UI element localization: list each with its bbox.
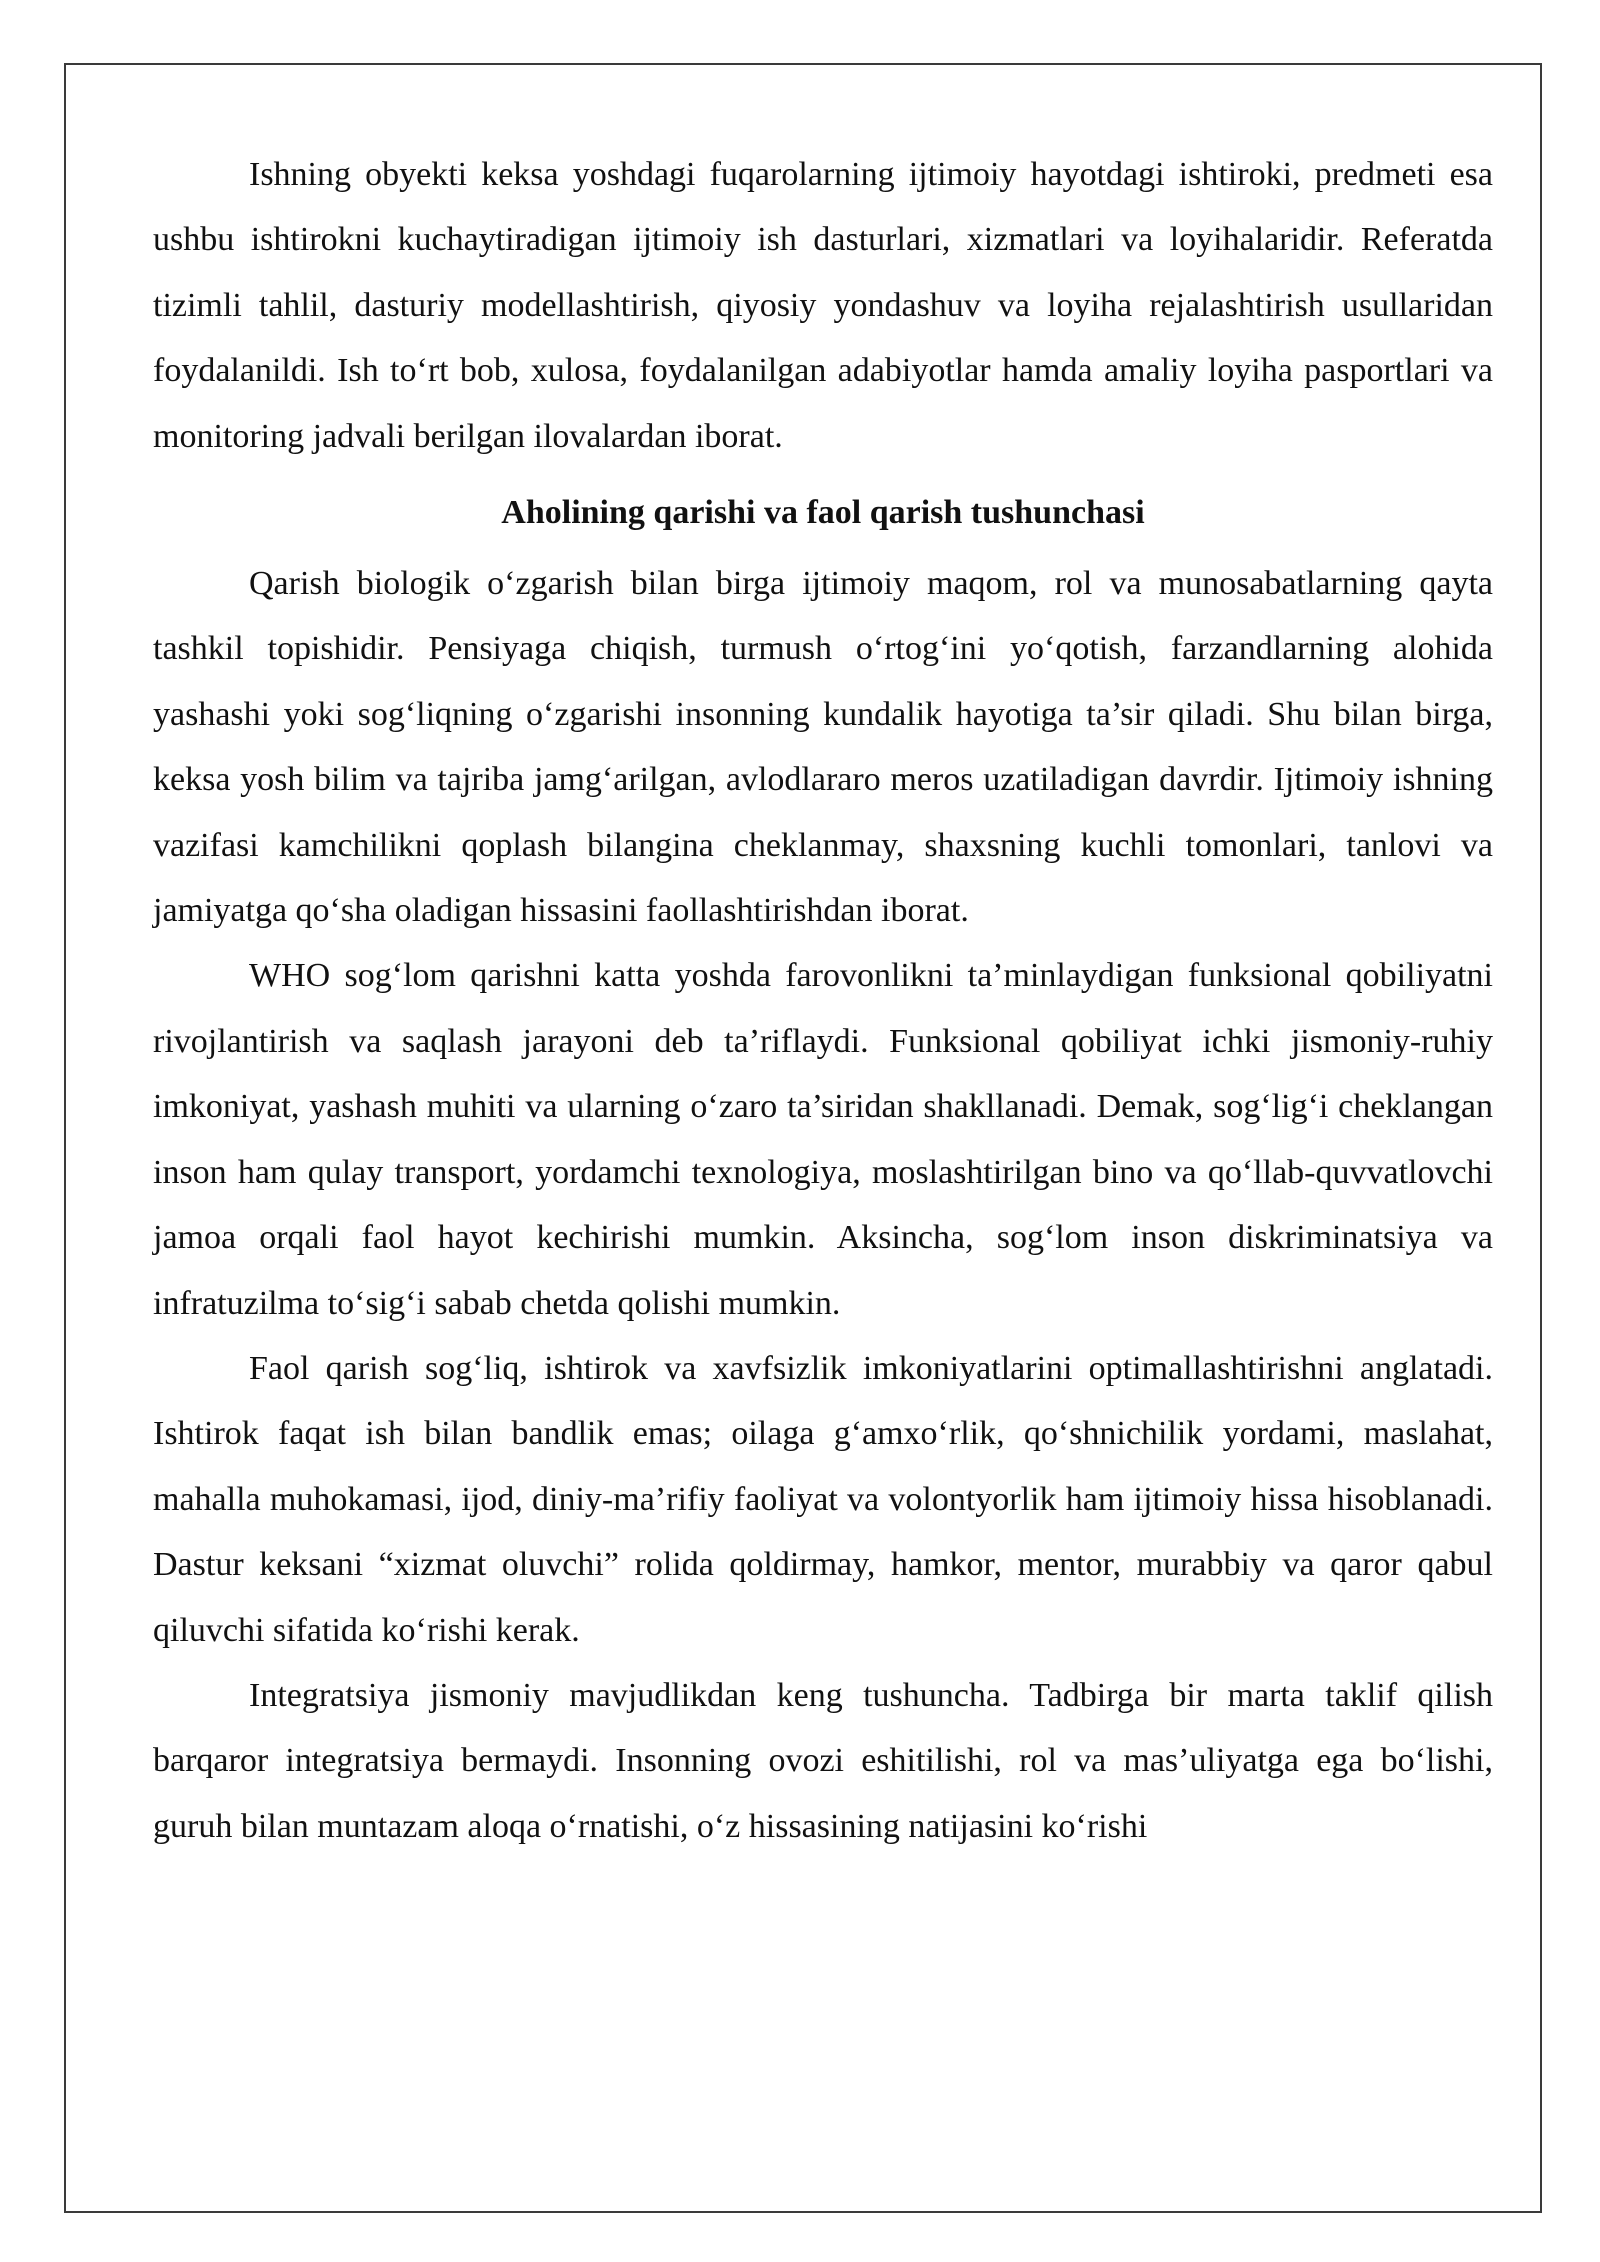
paragraph-who-healthy-aging: WHO sog‘lom qarishni katta yoshda farovonlikni ta’minlaydigan funksional qobiliyatni rivojlantirish va saqlash jarayoni deb ta’riflaydi. Funksional qobiliyat ichki jismoniy-ruhiy imkoniyat, yashash muhiti va ularning o‘zaro ta’siridan shakllanadi. Demak, sog‘lig‘i cheklangan inson ham qulay transport, yordamchi texnologiya, moslashtirilgan bino va qo‘llab-quvvatlovchi jamoa orqali faol hayot kechirishi mumkin. Aksincha, sog‘lom inson diskriminatsiya va infratuzilma to‘sig‘i sabab chetda qolishi mumkin.	[153, 957, 1493, 1322]
paragraph-integration: Integratsiya jismoniy mavjudlikdan keng tushuncha. Tadbirga bir marta taklif qilish barqaror integratsiya bermaydi. Insonning ovozi eshitilishi, rol va mas’uliyatga ega bo‘lishi, guruh bilan muntazam aloqa o‘rnatishi, o‘z hissasining natijasini ko‘rishi	[153, 1676, 1493, 1845]
paragraph-aging-definition: Qarish biologik o‘zgarish bilan birga ijtimoiy maqom, rol va munosabatlarning qayta tashkil topishidir. Pensiyaga chiqish, turmush o‘rtog‘ini yo‘qotish, farzandlarning alohida yashashi yoki sog‘liqning o‘zgarishi insonning kundalik hayotiga ta’sir qiladi. Shu bilan birga, keksa yosh bilim va tajriba jamg‘arilgan, avlodlararo meros uzatiladigan davrdir. Ijtimoiy ishning vazifasi kamchilikni qoplash bilangina cheklanmay, shaxsning kuchli tomonlari, tanlovi va jamiyatga qo‘sha oladigan hissasini faollashtirishdan iborat.	[153, 565, 1493, 930]
document-body	[153, 142, 1493, 1859]
paragraph-active-aging: Faol qarish sog‘liq, ishtirok va xavfsizlik imkoniyatlarini optimallashtirishni anglatadi. Ishtirok faqat ish bilan bandlik emas; oilaga g‘amxo‘rlik, qo‘shnichilik yordami, maslahat, mahalla muhokamasi, ijod, diniy-ma’rifiy faoliyat va volontyorlik ham ijtimoiy hissa hisoblanadi. Dastur keksani “xizmat oluvchi” rolida qoldirmay, hamkor, mentor, murabbiy va qaror qabul qiluvchi sifatida ko‘rishi kerak.	[153, 1349, 1493, 1649]
section-heading: Aholining qarishi va faol qarish tushunchasi	[501, 494, 1145, 532]
paragraph-intro: Ishning obyekti keksa yoshdagi fuqarolarning ijtimoiy hayotdagi ishtiroki, predmeti esa ushbu ishtirokni kuchaytiradigan ijtimoiy ish dasturlari, xizmatlari va loyihalaridir. Referatda tizimli tahlil, dasturiy modellashtirish, qiyosiy yondashuv va loyiha rejalashtirish usullaridan foydalanildi. Ish to‘rt bob, xulosa, foydalanilgan adabiyotlar hamda amaliy loyiha pasportlari va monitoring jadvali berilgan ilovalardan iborat.	[153, 156, 1493, 455]
